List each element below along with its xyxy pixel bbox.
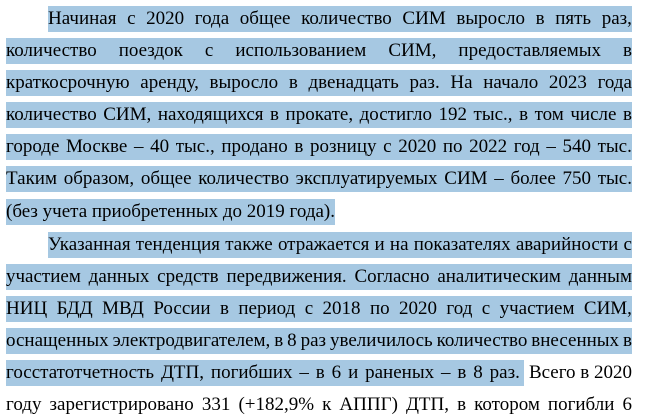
word: год xyxy=(446,298,473,319)
word: год xyxy=(513,136,540,157)
word: в xyxy=(294,136,304,157)
word: Таким xyxy=(6,168,57,189)
word: увеличилось xyxy=(329,330,433,351)
word: 8 xyxy=(473,362,483,383)
paragraph-2-line-4[interactable] xyxy=(6,328,632,354)
word: 6 xyxy=(331,362,342,383)
word: в xyxy=(622,104,632,125)
word: использованием xyxy=(235,40,367,61)
word: краткосрочную xyxy=(6,72,130,93)
word: раз, xyxy=(601,8,632,29)
word: в xyxy=(457,362,467,383)
word: пять xyxy=(555,8,592,29)
word: тыс. xyxy=(597,136,632,157)
word: в xyxy=(622,330,632,351)
word: Согласно xyxy=(354,266,430,287)
word: ДТП, xyxy=(160,362,205,383)
word: погибших xyxy=(210,362,293,383)
word: выросло xyxy=(456,8,525,29)
word: года xyxy=(597,72,632,93)
word: электродвигателем, xyxy=(112,330,271,351)
word: в xyxy=(274,330,284,351)
word: аналитическим xyxy=(437,266,561,287)
word: тыс., xyxy=(473,104,513,125)
word: участием xyxy=(6,266,81,287)
word: – xyxy=(546,136,556,157)
word: тыс. xyxy=(597,168,632,189)
paragraph-1-line-4[interactable] xyxy=(6,102,632,128)
word: в xyxy=(270,104,280,125)
word: 40 xyxy=(150,136,170,157)
word: период xyxy=(238,298,296,319)
word: 2020 xyxy=(398,136,437,157)
word: 540 xyxy=(562,136,591,157)
word: в xyxy=(519,104,529,125)
word: 2023 xyxy=(548,72,587,93)
word: городе xyxy=(6,136,60,157)
word: Указанная xyxy=(48,234,131,255)
word: зарегистрировано xyxy=(49,394,194,415)
word: образом, xyxy=(63,168,135,189)
paragraph-1-line-1[interactable] xyxy=(48,6,632,32)
word: оснащенных xyxy=(6,330,109,351)
word: 8 xyxy=(287,330,297,351)
word: аварийности xyxy=(515,234,619,255)
paragraph-2-line-5[interactable] xyxy=(6,360,632,386)
paragraph-2-line-6[interactable] xyxy=(6,392,632,418)
word: общее xyxy=(239,8,291,29)
word: количество xyxy=(436,330,528,351)
word: аренду, xyxy=(140,72,199,93)
word: с xyxy=(481,298,491,319)
word: на xyxy=(389,234,409,255)
word: БДД xyxy=(56,298,93,319)
word: данным xyxy=(568,266,632,287)
word: предоставляемых xyxy=(458,40,601,61)
word: СИМ, xyxy=(388,40,437,61)
paragraph-2-line-5-selected[interactable] xyxy=(6,360,524,386)
paragraph-2-line-2[interactable] xyxy=(6,264,632,290)
word: раз xyxy=(300,330,327,351)
word: тенденция xyxy=(135,234,221,255)
word: прокате, xyxy=(285,104,354,125)
word: 331 xyxy=(201,394,231,415)
word: в xyxy=(315,362,325,383)
word: с xyxy=(204,40,214,61)
word: достигло xyxy=(359,104,432,125)
word: На xyxy=(450,72,473,93)
word: раз. xyxy=(489,362,520,383)
word: ДТП, xyxy=(405,394,450,415)
word: с xyxy=(383,136,392,157)
word: передвижения. xyxy=(226,266,347,287)
word: году xyxy=(6,394,42,415)
word: розницу xyxy=(310,136,377,157)
word: АППГ) xyxy=(339,394,398,415)
word: с xyxy=(304,298,314,319)
word: количество xyxy=(6,40,97,61)
word: – xyxy=(133,136,144,157)
word: раненых xyxy=(365,362,435,383)
word: Москве xyxy=(66,136,128,157)
word: в xyxy=(220,298,229,319)
word: общее xyxy=(140,168,192,189)
word: также xyxy=(225,234,273,255)
word: котором xyxy=(474,394,540,415)
paragraph-1-line-5[interactable] xyxy=(6,134,632,160)
paragraph-2-line-1[interactable] xyxy=(48,232,632,258)
paragraph-1-line-6[interactable] xyxy=(6,166,632,192)
word: участием xyxy=(499,298,575,319)
word: НИЦ xyxy=(6,298,48,319)
word: том xyxy=(534,104,564,125)
paragraph-1-line-3[interactable] xyxy=(6,70,632,96)
word: находящихся xyxy=(157,104,264,125)
word: более xyxy=(510,168,556,189)
word: начало xyxy=(483,72,539,93)
word: России xyxy=(153,298,211,319)
word: 192 xyxy=(438,104,468,125)
word: в xyxy=(535,8,545,29)
word: 2018 xyxy=(322,298,361,319)
word: количество xyxy=(6,104,97,125)
word: 2020 xyxy=(146,8,185,29)
word: средств xyxy=(157,266,219,287)
word: выросло xyxy=(209,72,279,93)
word: 2022 xyxy=(469,136,508,157)
word: по xyxy=(369,298,390,319)
word: СИМ, xyxy=(583,298,632,319)
word: госстатотчетность xyxy=(6,362,155,383)
word: в xyxy=(623,40,632,61)
word: – xyxy=(440,362,451,383)
word: в xyxy=(457,394,467,415)
word: с xyxy=(127,8,136,29)
word: (+182,9% xyxy=(238,394,315,415)
word: поездок xyxy=(118,40,183,61)
paragraph-1-line-7[interactable]: (без учета приобретенных до 2019 года). xyxy=(6,199,335,225)
word: по xyxy=(442,136,463,157)
word: двенадцать xyxy=(308,72,399,93)
word: 2020 xyxy=(399,298,438,319)
word: к xyxy=(322,394,332,415)
word: МВД xyxy=(102,298,144,319)
word: – xyxy=(299,362,309,383)
word: тыс., xyxy=(175,136,215,157)
word: 6 xyxy=(622,394,632,415)
word: количество xyxy=(198,168,289,189)
word: отражается xyxy=(277,234,370,255)
word: раз. xyxy=(409,72,440,93)
word: Начиная xyxy=(48,8,117,29)
word: и xyxy=(374,234,385,255)
word: с xyxy=(623,234,632,255)
word: года xyxy=(194,8,230,29)
word: данных xyxy=(88,266,150,287)
word: внесенных xyxy=(531,330,620,351)
word: в xyxy=(288,72,298,93)
word: 750 xyxy=(562,168,591,189)
word: числе xyxy=(570,104,617,125)
paragraph-1-line-2[interactable] xyxy=(6,38,632,64)
word: СИМ xyxy=(444,168,488,189)
word: – xyxy=(494,168,504,189)
word: продано xyxy=(221,136,288,157)
word: количество xyxy=(301,8,392,29)
word: СИМ, xyxy=(103,104,152,125)
word: и xyxy=(348,362,359,383)
word: эксплуатируемых xyxy=(295,168,438,189)
paragraph-2-line-3[interactable] xyxy=(6,296,632,322)
word: показателях xyxy=(413,234,511,255)
paragraph-2-line-5-unselected[interactable]: Всего в 2020 xyxy=(528,362,632,383)
word: СИМ xyxy=(402,8,446,29)
word: погибли xyxy=(547,394,615,415)
